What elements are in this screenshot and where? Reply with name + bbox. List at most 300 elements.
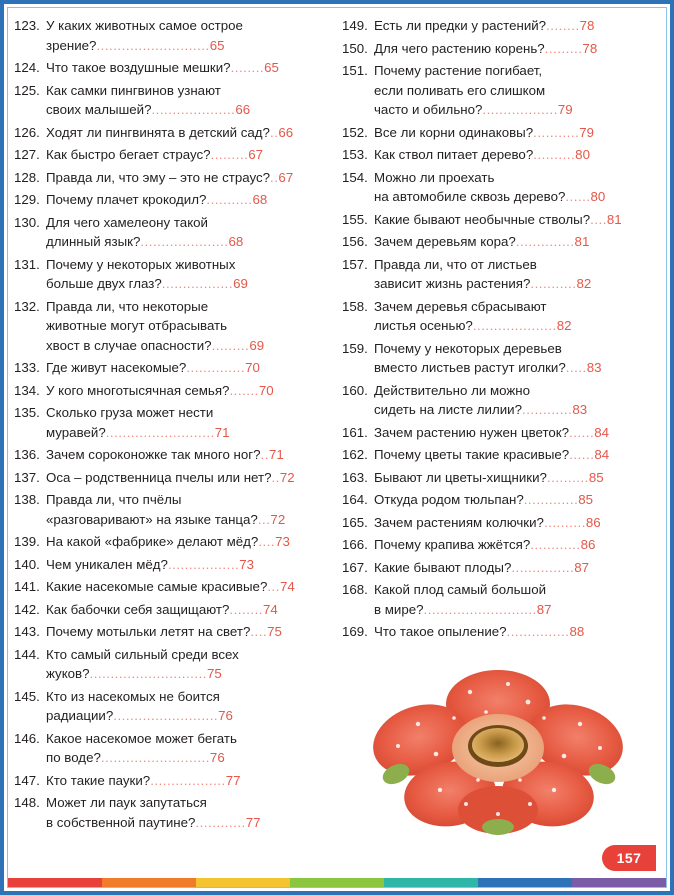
toc-entry-number: 148. (14, 795, 40, 810)
toc-dot-leader: ........ (546, 18, 580, 33)
toc-entry-line: на автомобиле сквозь дерево?......80 (374, 189, 606, 204)
toc-entry-body (46, 381, 330, 401)
toc-entry-line: Что такое воздушные мешки?........65 (46, 60, 279, 75)
toc-entry-body (374, 622, 658, 642)
toc-entry-page: 72 (270, 511, 286, 527)
toc-entry-number: 151. (342, 63, 368, 78)
toc-dot-leader: ... (257, 511, 271, 527)
page-number-badge: 157 (602, 845, 656, 871)
toc-entry[interactable] (12, 123, 330, 143)
toc-dot-leader: ........... (533, 124, 580, 140)
toc-entry-body (374, 381, 658, 420)
toc-entry-line: Какие бывают необычные стволы?....81 (374, 211, 622, 227)
toc-dot-leader: ......... (544, 40, 583, 56)
toc-dot-leader: ......................... (113, 708, 219, 723)
toc-entry-line: Правда ли, что пчёлы (46, 492, 182, 507)
toc-entry-body (374, 210, 658, 230)
toc-dot-leader: ..................... (140, 234, 229, 249)
toc-entry-number: 143. (14, 624, 40, 639)
toc-entry-page: 79 (579, 124, 595, 140)
toc-entry-line: Как бабочки себя защищают?........74 (46, 601, 278, 617)
toc-dot-leader: .. (260, 447, 269, 462)
toc-entry[interactable] (12, 255, 330, 294)
toc-entry-page: 84 (594, 424, 609, 440)
toc-entry-line: Кто такие пауки?..................77 (46, 772, 241, 788)
toc-entry-line: Какие бывают плоды?...............87 (374, 559, 590, 575)
toc-entry-page: 83 (586, 360, 602, 375)
toc-entry-line: Правда ли, что от листьев (374, 256, 537, 272)
toc-entry-number: 154. (342, 169, 368, 185)
toc-entry[interactable] (340, 339, 658, 378)
strip-segment-2 (196, 878, 290, 887)
toc-entry-body (46, 687, 330, 726)
toc-entry-page: 75 (267, 624, 282, 639)
toc-dot-leader: ...... (565, 189, 591, 204)
toc-entry-page: 74 (279, 579, 295, 594)
toc-entry-line: У кого многотысячная семья?.......70 (46, 382, 274, 398)
toc-entry-body (374, 339, 658, 378)
toc-entry-page: 86 (580, 537, 596, 552)
toc-dot-leader: ........... (206, 192, 253, 207)
toc-dot-leader: .................. (482, 102, 558, 117)
toc-dot-leader: ........................... (423, 601, 537, 617)
toc-entry-number: 138. (14, 492, 40, 507)
strip-segment-3 (290, 878, 384, 887)
toc-entry-line: Какое насекомое может бегать (46, 730, 237, 746)
toc-entry[interactable] (12, 793, 330, 832)
toc-entry-number: 150. (342, 40, 368, 56)
toc-dot-leader: .. (270, 169, 279, 185)
toc-entry[interactable] (12, 468, 330, 488)
toc-entry-number: 149. (342, 18, 368, 33)
toc-entry-page: 82 (576, 276, 592, 291)
toc-entry-number: 160. (342, 382, 368, 398)
toc-entry-number: 133. (14, 360, 40, 375)
toc-entry-line: Для чего хамелеону такой (46, 214, 208, 230)
toc-entry-line: Откуда родом тюльпан?.............85 (374, 492, 594, 507)
toc-entry-line: У каких животных самое острое (46, 18, 243, 33)
toc-entry-line: Почему у некоторых деревьев (374, 340, 562, 356)
toc-entry-line: своих малышей?....................66 (46, 102, 251, 117)
toc-entry-number: 153. (342, 147, 368, 162)
toc-entry-body (374, 297, 658, 336)
toc-entry-page: 80 (575, 147, 590, 162)
toc-entry[interactable] (12, 600, 330, 620)
toc-entry-body (46, 213, 330, 252)
toc-entry[interactable] (12, 645, 330, 684)
toc-entry-line: Действительно ли можно (374, 382, 530, 398)
toc-entry-number: 155. (342, 211, 368, 227)
toc-dot-leader: .... (590, 211, 607, 227)
toc-entry[interactable] (340, 622, 658, 642)
toc-entry-number: 140. (14, 556, 40, 572)
toc-entry-page: 69 (233, 276, 248, 291)
toc-dot-leader: ........ (229, 601, 263, 617)
toc-entry[interactable] (12, 622, 330, 642)
toc-entry[interactable] (340, 61, 658, 120)
toc-entry-page: 80 (590, 189, 606, 204)
toc-entry-number: 131. (14, 256, 40, 272)
toc-entry-line: Чем уникален мёд?.................73 (46, 556, 255, 572)
toc-dot-leader: ............................ (89, 666, 207, 681)
toc-entry-line: Почему крапива жжётся?............86 (374, 537, 596, 552)
toc-entry-number: 161. (342, 424, 368, 440)
toc-entry-line: радиации?.........................76 (46, 708, 233, 723)
toc-entry[interactable] (340, 558, 658, 578)
toc-entry-line: Правда ли, что некоторые (46, 298, 209, 314)
toc-entry-line: часто и обильно?..................79 (374, 102, 573, 117)
toc-entry-page: 68 (228, 234, 244, 249)
toc-entry-page: 78 (579, 18, 595, 33)
toc-entry-number: 158. (342, 298, 368, 314)
toc-entry-page: 88 (569, 624, 585, 639)
toc-entry-page: 75 (206, 666, 222, 681)
toc-entry-body (374, 535, 658, 555)
toc-entry-line: Какие насекомые самые красивые?...74 (46, 579, 295, 594)
toc-entry-number: 124. (14, 60, 40, 75)
toc-dot-leader: ............ (530, 537, 581, 552)
toc-entry-body (46, 729, 330, 768)
toc-entry[interactable] (340, 381, 658, 420)
toc-entry[interactable] (340, 513, 658, 533)
toc-entry-body (374, 490, 658, 510)
toc-entry-body (46, 600, 330, 620)
toc-entry-number: 144. (14, 646, 40, 662)
toc-entry-body (46, 297, 330, 356)
toc-entry-body (46, 532, 330, 552)
toc-entry-number: 135. (14, 405, 40, 420)
toc-entry-line: Как ствол питает дерево?..........80 (374, 147, 590, 162)
toc-entry-body (46, 16, 330, 55)
toc-entry-line: Почему плачет крокодил?...........68 (46, 192, 268, 207)
toc-entry-line: хвост в случае опасности?.........69 (46, 337, 265, 353)
toc-entry-number: 166. (342, 537, 368, 552)
toc-entry-body (374, 558, 658, 578)
toc-entry[interactable] (340, 168, 658, 207)
toc-entry[interactable] (12, 16, 330, 55)
toc-entry-page: 79 (557, 102, 573, 117)
toc-entry-number: 141. (14, 579, 40, 594)
toc-dot-leader: ........... (530, 276, 577, 291)
toc-entry-body (46, 81, 330, 120)
toc-entry[interactable] (340, 445, 658, 465)
toc-column-left (12, 16, 330, 856)
toc-entry-page: 72 (279, 469, 295, 485)
toc-entry-line: больше двух глаз?.................69 (46, 276, 248, 291)
toc-entry-line: Почему мотыльки летят на свет?....75 (46, 624, 282, 639)
toc-entry-page: 67 (278, 169, 294, 185)
toc-entry-line: по воде?..........................76 (46, 750, 225, 765)
toc-dot-leader: .. (269, 124, 279, 140)
toc-entry-line: Что такое опыление?...............88 (374, 624, 585, 639)
toc-dot-leader: ...... (569, 447, 595, 462)
toc-entry-body (374, 232, 658, 252)
toc-entry-body (374, 255, 658, 294)
toc-entry[interactable] (12, 168, 330, 188)
strip-segment-5 (478, 878, 572, 887)
toc-entry-number: 164. (342, 492, 368, 507)
strip-segment-6 (572, 878, 666, 887)
toc-entry-page: 81 (574, 234, 590, 249)
toc-entry[interactable] (340, 297, 658, 336)
toc-entry-number: 132. (14, 298, 40, 314)
toc-dot-leader: .... (250, 624, 268, 639)
toc-entry-number: 127. (14, 147, 40, 162)
toc-entry[interactable] (340, 490, 658, 510)
toc-entry-page: 86 (585, 514, 601, 530)
toc-entry-line: Зачем деревья сбрасывают (374, 298, 547, 314)
toc-entry[interactable] (12, 190, 330, 210)
toc-entry-body (46, 771, 330, 791)
toc-entry[interactable] (340, 423, 658, 443)
toc-entry[interactable] (12, 213, 330, 252)
toc-entry-body (46, 793, 330, 832)
toc-entry-line: в мире?...........................87 (374, 601, 552, 617)
toc-entry-number: 159. (342, 340, 368, 356)
toc-entry[interactable] (340, 468, 658, 488)
toc-entry-line: если поливать его слишком (374, 82, 546, 98)
toc-entry-line: Может ли паук запутаться (46, 795, 207, 810)
toc-entry-body (374, 423, 658, 443)
toc-entry-body (374, 16, 658, 36)
toc-entry-page: 85 (588, 469, 604, 485)
toc-dot-leader: .......... (543, 514, 586, 530)
toc-dot-leader: .......... (546, 469, 589, 485)
toc-dot-leader: .... (258, 534, 276, 549)
toc-entry-page: 76 (209, 750, 225, 765)
toc-entry[interactable] (340, 145, 658, 165)
toc-entry-line: Бывают ли цветы-хищники?..........85 (374, 469, 604, 485)
toc-entry-number: 152. (342, 124, 368, 140)
toc-entry[interactable] (12, 81, 330, 120)
toc-entry-body (374, 513, 658, 533)
toc-entry-page: 77 (245, 814, 261, 830)
toc-entry-page: 65 (264, 60, 279, 75)
toc-entry-page: 71 (214, 424, 230, 440)
toc-entry-page: 73 (239, 556, 255, 572)
toc-entry-line: Кто из насекомых не боится (46, 688, 220, 704)
toc-entry-number: 163. (342, 469, 368, 485)
toc-dot-leader: .................... (151, 102, 236, 117)
toc-entry-line: Как быстро бегает страус?.........67 (46, 147, 264, 162)
toc-entry[interactable] (12, 145, 330, 165)
toc-entry-page: 74 (262, 601, 278, 617)
toc-entry-line: Правда ли, что эму – это не страус?..67 (46, 169, 294, 185)
toc-entry-body (46, 255, 330, 294)
toc-entry[interactable] (340, 210, 658, 230)
toc-dot-leader: .......................... (105, 424, 215, 440)
toc-dot-leader: ............... (511, 559, 575, 575)
toc-entry[interactable] (12, 577, 330, 597)
toc-entry-number: 165. (342, 514, 368, 530)
toc-entry-line: Какой плод самый большой (374, 582, 547, 597)
toc-entry-page: 69 (249, 337, 265, 353)
toc-dot-leader: .............. (186, 360, 246, 375)
toc-entry-body (374, 580, 658, 619)
toc-entry-number: 137. (14, 469, 40, 485)
toc-dot-leader: .......... (533, 147, 576, 162)
toc-entry[interactable] (12, 297, 330, 356)
toc-entry-number: 147. (14, 772, 40, 788)
toc-entry[interactable] (340, 16, 658, 36)
toc-entry-line: муравей?..........................71 (46, 424, 230, 440)
toc-entry-page: 84 (594, 447, 610, 462)
toc-dot-leader: ......... (210, 147, 249, 162)
toc-entry-body (46, 190, 330, 210)
toc-dot-leader: .............. (515, 234, 575, 249)
toc-entry[interactable] (340, 580, 658, 619)
toc-entry-page: 81 (606, 211, 622, 227)
toc-entry[interactable] (340, 232, 658, 252)
toc-dot-leader: ......... (211, 337, 250, 353)
toc-entry-line: «разговаривают» на языке танца?...72 (46, 511, 286, 527)
toc-entry-body (374, 145, 658, 165)
toc-entry-body (46, 445, 330, 465)
toc-entry-line: Кто самый сильный среди всех (46, 646, 239, 662)
toc-entry[interactable] (12, 687, 330, 726)
toc-entry-line: жуков?............................75 (46, 666, 222, 681)
toc-column-right (340, 16, 658, 856)
toc-entry-line: Ходят ли пингвинята в детский сад?..66 (46, 124, 294, 140)
toc-entry-number: 125. (14, 82, 40, 98)
toc-entry-page: 65 (209, 37, 225, 53)
toc-entry-line: Почему растение погибает, (374, 63, 543, 78)
toc-entry-page: 77 (225, 772, 241, 788)
toc-entry-line: Как самки пингвинов узнают (46, 82, 221, 98)
toc-dot-leader: .................... (472, 318, 557, 333)
toc-entry-page: 87 (536, 601, 552, 617)
toc-entry[interactable] (12, 490, 330, 529)
toc-entry[interactable] (12, 381, 330, 401)
toc-entry-page: 70 (245, 360, 260, 375)
toc-entry-number: 134. (14, 382, 40, 398)
toc-entry-line: листья осенью?....................82 (374, 318, 572, 333)
toc-entry-number: 157. (342, 256, 368, 272)
toc-entry-line: Зачем сороконожке так много ног?..71 (46, 447, 284, 462)
toc-entry-number: 162. (342, 447, 368, 462)
toc-entry-number: 128. (14, 169, 40, 185)
toc-entry-body (374, 168, 658, 207)
toc-dot-leader: ............ (522, 402, 573, 417)
toc-entry-page: 68 (252, 192, 268, 207)
toc-entry-body (46, 468, 330, 488)
table-of-contents (12, 16, 662, 856)
toc-entry-line: вместо листьев растут иголки?.....83 (374, 360, 602, 375)
toc-entry-number: 130. (14, 214, 40, 230)
toc-entry-body (374, 39, 658, 59)
toc-entry-body (46, 555, 330, 575)
toc-dot-leader: ............. (523, 492, 579, 507)
toc-entry-line: зависит жизнь растения?...........82 (374, 276, 592, 291)
toc-entry-page: 71 (268, 447, 284, 462)
toc-entry-number: 145. (14, 688, 40, 704)
toc-entry[interactable] (340, 535, 658, 555)
toc-dot-leader: ................. (167, 556, 240, 572)
toc-entry[interactable] (12, 403, 330, 442)
toc-entry-body (374, 123, 658, 143)
toc-dot-leader: .. (271, 469, 280, 485)
toc-entry-line: Все ли корни одинаковы?...........79 (374, 124, 595, 140)
toc-entry-body (46, 645, 330, 684)
toc-entry[interactable] (12, 729, 330, 768)
toc-entry-page: 83 (572, 402, 588, 417)
toc-entry-number: 139. (14, 534, 40, 549)
toc-entry-line: сидеть на листе лилии?............83 (374, 402, 588, 417)
toc-entry-line: Есть ли предки у растений?........78 (374, 18, 595, 33)
toc-entry-number: 167. (342, 559, 368, 575)
toc-entry[interactable] (340, 255, 658, 294)
toc-dot-leader: ... (267, 579, 280, 594)
toc-entry-body (46, 403, 330, 442)
toc-entry-body (46, 123, 330, 143)
toc-entry[interactable] (12, 771, 330, 791)
toc-dot-leader: ........ (230, 60, 265, 75)
toc-entry-number: 142. (14, 601, 40, 617)
toc-entry-number: 136. (14, 447, 40, 462)
toc-entry-body (46, 622, 330, 642)
strip-segment-4 (384, 878, 478, 887)
toc-entry-body (374, 468, 658, 488)
toc-entry-page: 78 (582, 40, 598, 56)
toc-entry-body (46, 490, 330, 529)
toc-entry-number: 123. (14, 18, 40, 33)
toc-entry-line: зрение?...........................65 (46, 37, 225, 53)
toc-entry-line: Зачем растениям колючки?..........86 (374, 514, 601, 530)
toc-entry-number: 156. (342, 234, 368, 249)
toc-entry[interactable] (12, 532, 330, 552)
toc-entry-line: Сколько груза может нести (46, 405, 214, 420)
toc-entry-page: 85 (578, 492, 594, 507)
toc-entry-page: 66 (278, 124, 294, 140)
toc-entry-line: Где живут насекомые?..............70 (46, 360, 260, 375)
toc-entry-line: Зачем растению нужен цветок?......84 (374, 424, 609, 440)
toc-dot-leader: ...... (569, 424, 595, 440)
toc-entry-line: Почему цветы такие красивые?......84 (374, 447, 610, 462)
toc-entry-page: 87 (574, 559, 590, 575)
toc-dot-leader: ................. (161, 276, 234, 291)
toc-entry-number: 146. (14, 730, 40, 746)
toc-entry-line: Почему у некоторых животных (46, 256, 236, 272)
toc-entry[interactable] (12, 445, 330, 465)
toc-entry-page: 76 (218, 708, 233, 723)
toc-entry-page: 66 (235, 102, 251, 117)
toc-entry-number: 169. (342, 624, 368, 639)
toc-entry-number: 126. (14, 124, 40, 140)
toc-dot-leader: .......................... (100, 750, 210, 765)
toc-entry-body (46, 58, 330, 78)
toc-entry[interactable] (340, 123, 658, 143)
toc-entry-line: Для чего растению корень?.........78 (374, 40, 598, 56)
toc-entry-line: Зачем деревьям кора?..............81 (374, 234, 590, 249)
toc-entry-line: На какой «фабрике» делают мёд?....73 (46, 534, 290, 549)
strip-segment-1 (102, 878, 196, 887)
toc-entry-page: 82 (556, 318, 572, 333)
toc-entry-page: 73 (275, 534, 290, 549)
toc-entry[interactable] (12, 555, 330, 575)
toc-entry-body (46, 358, 330, 378)
toc-entry-number: 168. (342, 582, 368, 597)
toc-entry-body (46, 577, 330, 597)
toc-entry-body (374, 445, 658, 465)
toc-dot-leader: ....... (229, 382, 259, 398)
toc-entry-line: Можно ли проехать (374, 169, 495, 185)
toc-entry[interactable] (12, 358, 330, 378)
toc-entry-line: длинный язык?.....................68 (46, 234, 244, 249)
toc-entry-body (46, 168, 330, 188)
toc-entry[interactable] (340, 39, 658, 59)
toc-entry-line: в собственной паутине?............77 (46, 814, 261, 830)
toc-entry[interactable] (12, 58, 330, 78)
